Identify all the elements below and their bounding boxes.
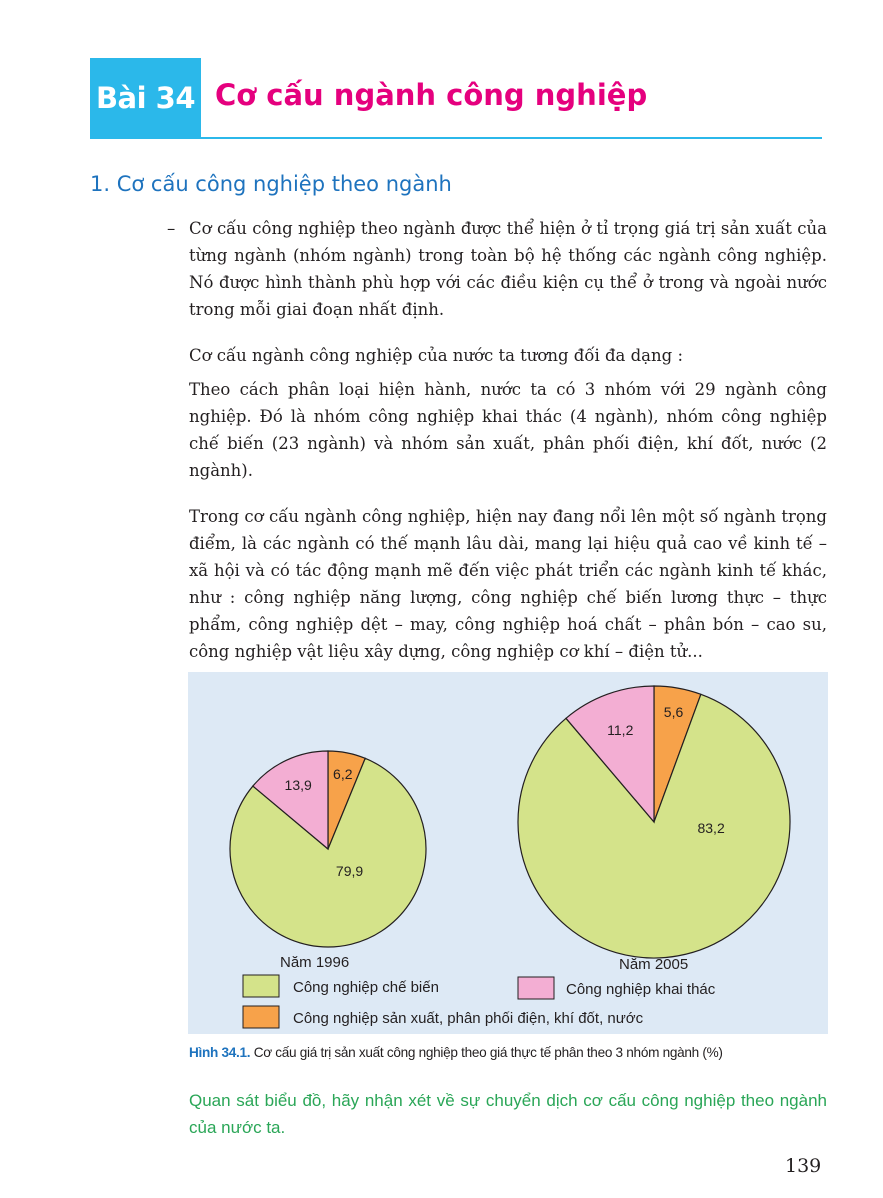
legend-label-mining: Công nghiệp khai thác <box>566 981 716 998</box>
pie-label-processing-1996: 79,9 <box>335 863 364 879</box>
pie-chart <box>188 672 828 1034</box>
pie-2005 <box>518 686 790 958</box>
paragraph-text: Trong cơ cấu ngành công nghiệp, hiện nay đang nổi lên một số ngành trọng điểm, là các ngành có thế mạnh lâu dài, mang lại hiệu quả cao về kinh tế – xã hội và có tác động mạnh mẽ đến việc phát triển các ngành kinh tế khác, như : công nghiệp năng lượng, công nghiệp chế biến lương thực – thực phẩm, công nghiệp dệt – may, công nghiệp hoá chất – phân bón – cao su, công nghiệp vật liệu xây dựng, công nghiệp cơ khí – điện tử... <box>189 507 827 661</box>
review-question: Quan sát biểu đồ, hãy nhận xét về sự chuyển dịch cơ cấu công nghiệp theo ngành của nước ta. <box>189 1091 827 1137</box>
pie-label-utilities-2005: 5,6 <box>663 704 684 721</box>
legend-label-utilities: Công nghiệp sản xuất, phân phối điện, khí đốt, nước <box>293 1010 644 1027</box>
paragraph-2 <box>189 342 827 369</box>
paragraph-3 <box>189 376 827 484</box>
bullet-dash: – <box>167 219 176 238</box>
pie-year-label-2005: Năm 2005 <box>619 956 689 973</box>
pie-label-utilities-1996: 6,2 <box>333 766 353 783</box>
pie-label-mining-2005: 11,2 <box>607 722 634 739</box>
paragraph-text: Cơ cấu ngành công nghiệp của nước ta tương đối đa dạng : <box>189 346 684 365</box>
legend-label-processing: Công nghiệp chế biến <box>293 979 439 996</box>
legend-swatch-utilities <box>243 1006 279 1028</box>
pie-label-mining-1996: 13,9 <box>284 777 312 794</box>
title-underline <box>201 137 822 139</box>
figure-number: Hình 34.1. <box>189 1045 251 1060</box>
paragraph-1 <box>189 215 827 323</box>
lesson-title: Cơ cấu ngành công nghiệp <box>215 78 648 112</box>
section-heading: 1. Cơ cấu công nghiệp theo ngành <box>90 172 452 196</box>
figure-caption-text: Cơ cấu giá trị sản xuất công nghiệp theo giá thực tế phân theo 3 nhóm ngành (%) <box>250 1045 723 1060</box>
paragraph-text: Cơ cấu công nghiệp theo ngành được thể hiện ở tỉ trọng giá trị sản xuất của từng ngành (nhóm ngành) trong toàn bộ hệ thống các ngành công nghiệp. Nó được hình thành phù hợp với các điều kiện cụ thể ở trong và ngoài nước trong mỗi giai đoạn nhất định. <box>189 219 827 319</box>
paragraph-text: Theo cách phân loại hiện hành, nước ta có 3 nhóm với 29 ngành công nghiệp. Đó là nhóm công nghiệp khai thác (4 ngành), nhóm công nghiệp chế biến (23 ngành) và nhóm sản xuất, phân phối điện, khí đốt, nước (2 ngành). <box>189 380 827 480</box>
legend-swatch-mining <box>518 977 554 999</box>
pie-year-label-1996: Năm 1996 <box>280 954 350 971</box>
pie-label-processing-2005: 83,2 <box>697 820 725 836</box>
paragraph-4 <box>189 503 827 665</box>
legend-swatch-processing <box>243 975 279 997</box>
pie-chart-panel <box>188 672 828 1034</box>
lesson-number-badge: Bài 34 <box>90 58 201 139</box>
pie-1996 <box>230 751 426 947</box>
page-number: 139 <box>785 1155 822 1177</box>
figure-caption <box>189 1045 723 1060</box>
